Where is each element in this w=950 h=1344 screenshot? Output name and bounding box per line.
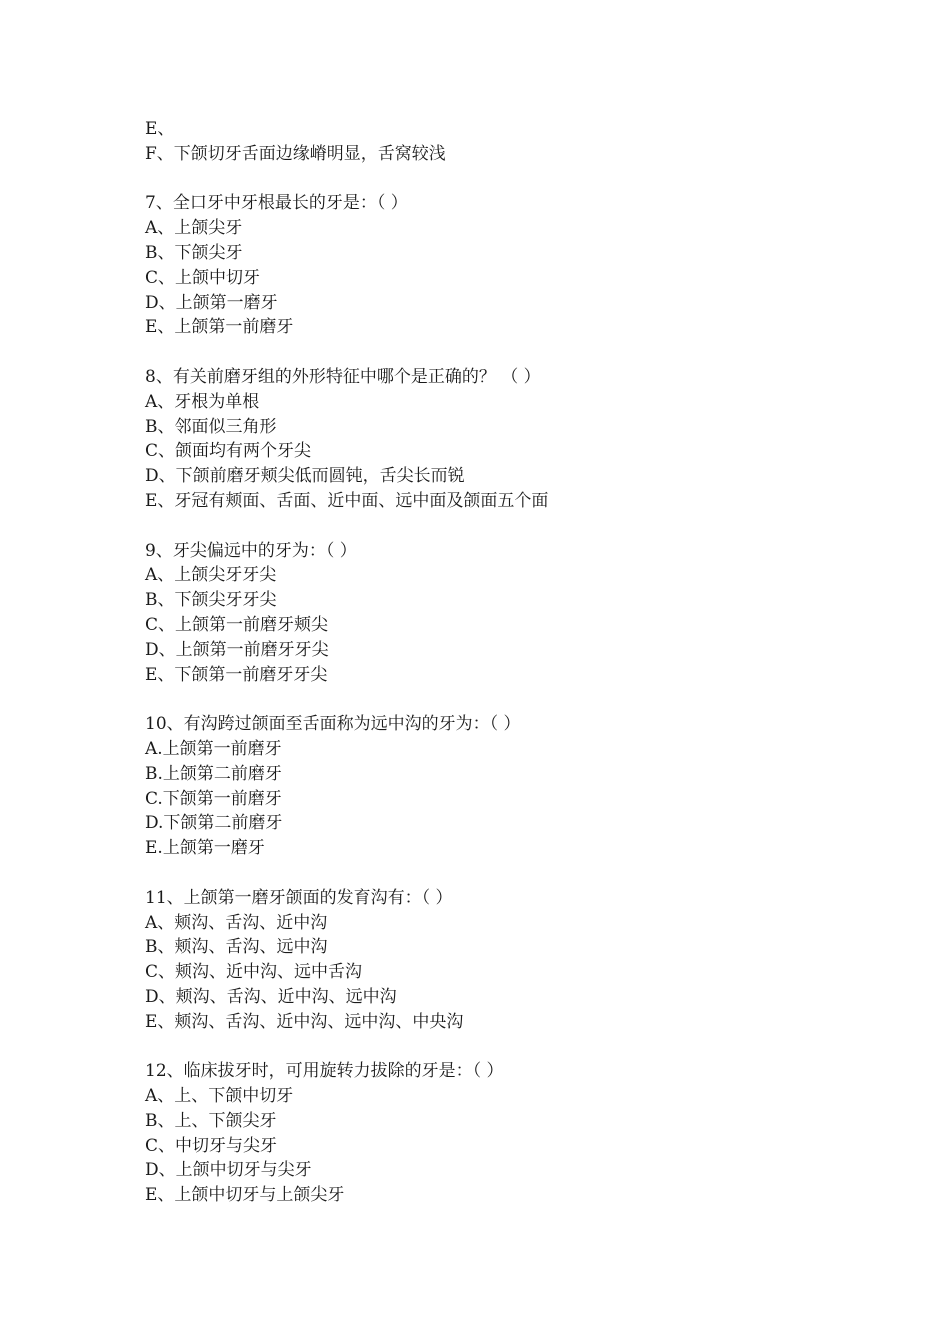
option-a: A、上颌尖牙牙尖 (145, 565, 277, 586)
option-e: E、下颌第一前磨牙牙尖 (145, 664, 328, 685)
option-e: E、牙冠有颊面、舌面、近中面、远中面及颌面五个面 (145, 490, 549, 511)
option-c: C、上颌中切牙 (145, 267, 261, 288)
option-b: B、上、下颌尖牙 (145, 1110, 277, 1131)
question-9 (145, 539, 845, 688)
previous-question-tail (145, 117, 845, 167)
option-b: B、下颌尖牙 (145, 242, 243, 263)
question-stem: 7、全口牙中牙根最长的牙是：（ ） (145, 193, 408, 214)
option-b: B、颊沟、舌沟、远中沟 (145, 937, 328, 958)
option-a: A、上颌尖牙 (145, 218, 243, 239)
option-d: D、上颌第一磨牙 (145, 292, 278, 313)
question-stem: 12、临床拔牙时，可用旋转力拔除的牙是：（ ） (145, 1061, 504, 1082)
option-e: E、颊沟、舌沟、近中沟、远中沟、中央沟 (145, 1011, 464, 1032)
option-c: C、中切牙与尖牙 (145, 1135, 278, 1156)
option-c: C、颌面均有两个牙尖 (145, 441, 312, 462)
question-7 (145, 191, 845, 340)
question-8 (145, 365, 845, 514)
option-a: A.上颌第一前磨牙 (145, 738, 282, 759)
question-12 (145, 1059, 845, 1208)
option-a: A、牙根为单根 (145, 391, 260, 412)
question-stem: 10、有沟跨过颌面至舌面称为远中沟的牙为：（ ） (145, 714, 521, 735)
question-11 (145, 886, 845, 1035)
option-d: D、颊沟、舌沟、近中沟、远中沟 (145, 986, 397, 1007)
option-c: C、上颌第一前磨牙颊尖 (145, 614, 329, 635)
option-c: C.下颌第一前磨牙 (145, 788, 282, 809)
option-d: D.下颌第二前磨牙 (145, 813, 283, 834)
option-d: D、上颌第一前磨牙牙尖 (145, 639, 329, 660)
option-d: D、下颌前磨牙颊尖低而圆钝，舌尖长而锐 (145, 466, 465, 487)
option-c: C、颊沟、近中沟、远中舌沟 (145, 962, 363, 983)
question-stem: 11、上颌第一磨牙颌面的发育沟有：（ ） (145, 887, 453, 908)
option-e: E、上颌第一前磨牙 (145, 317, 294, 338)
option-a: A、颊沟、舌沟、近中沟 (145, 912, 328, 933)
option-a: A、上、下颌中切牙 (145, 1086, 294, 1107)
option-e: E、上颌中切牙与上颌尖牙 (145, 1185, 345, 1206)
option-b: B.上颌第二前磨牙 (145, 763, 282, 784)
option-d: D、上颌中切牙与尖牙 (145, 1160, 312, 1181)
question-10 (145, 712, 845, 861)
option-b: B、下颌尖牙牙尖 (145, 590, 277, 611)
option-line: F、下颌切牙舌面边缘嵴明显，舌窝较浅 (145, 143, 446, 164)
question-stem: 9、牙尖偏远中的牙为：（ ） (145, 540, 357, 561)
option-line: E、 (145, 119, 175, 139)
document-page (145, 117, 845, 1233)
option-e: E.上颌第一磨牙 (145, 838, 265, 859)
question-stem: 8、有关前磨牙组的外形特征中哪个是正确的？ （ ） (145, 366, 541, 387)
option-b: B、邻面似三角形 (145, 416, 277, 437)
